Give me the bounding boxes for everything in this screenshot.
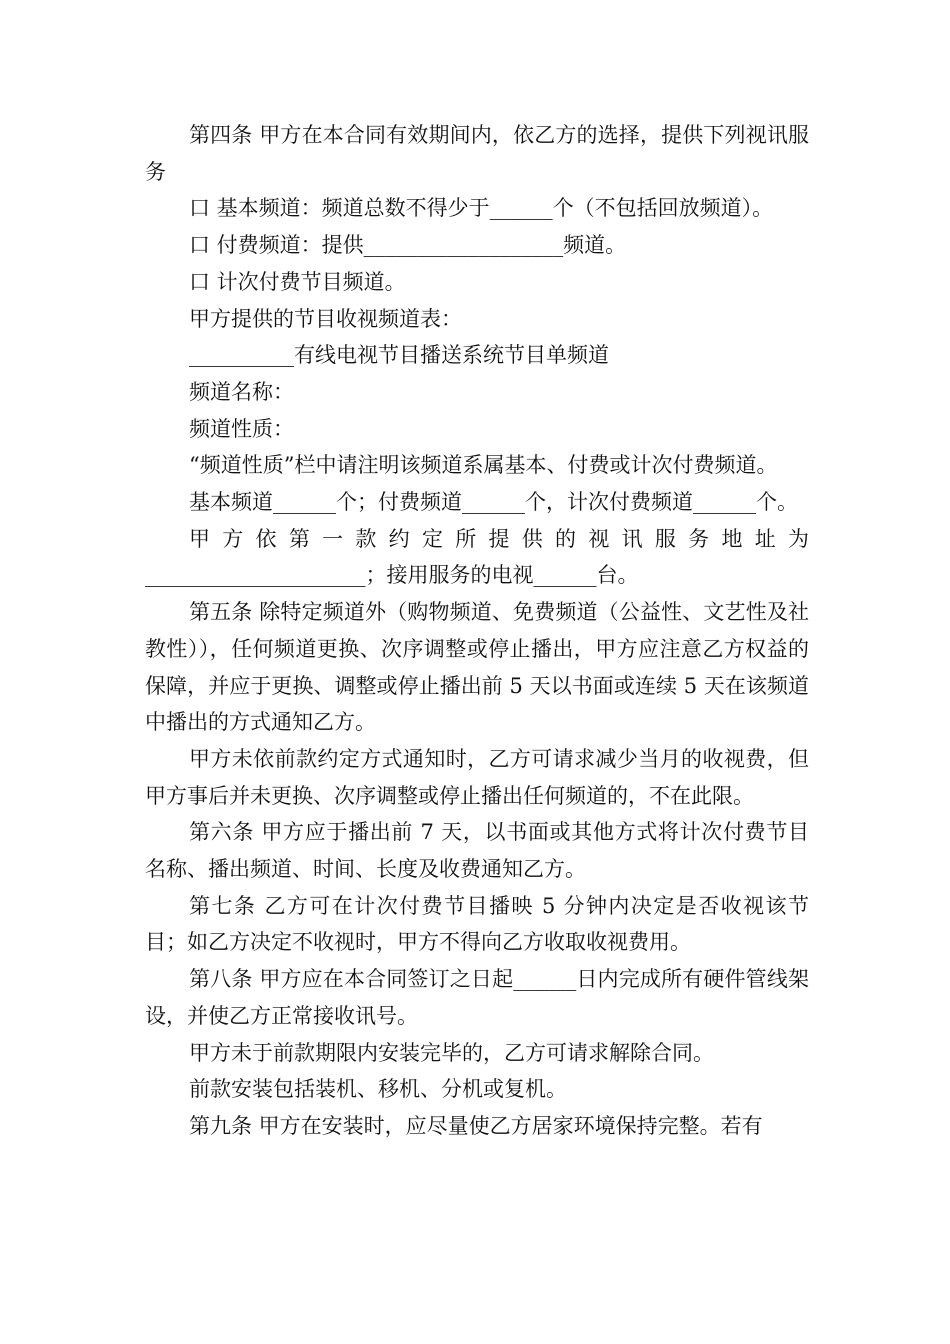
channel-name-line: 频道名称： [189,379,294,404]
pay-per-view-checkbox-line: 口 计次付费节目频道。 [189,269,406,294]
article-9-paragraph: 第九条 甲方在安装时，应尽量使乙方居家环境保持完整。若有 [189,1113,763,1138]
paid-channel-checkbox-line: 口 付费频道：提供___________________频道。 [189,233,627,258]
contract-body [145,117,809,1145]
article-6-paragraph: 第六条 甲方应于播出前 7 天，以书面或其他方式将计次付费节目名称、播出频道、时间、长度及收费通知乙方。 [145,820,809,882]
channel-nature-note: “频道性质”栏中请注明该频道系属基本、付费或计次付费频道。 [189,453,778,478]
article-7-paragraph: 第七条 乙方可在计次付费节目播映 5 分钟内决定是否收视该节目；如乙方决定不收视时，甲方不得向乙方收取收视费用。 [145,893,809,955]
article-4-paragraph: 第四条 甲方在本合同有效期间内，依乙方的选择，提供下列视讯服务 [145,123,809,184]
program-list-heading: __________有线电视节目播送系统节目单频道 [189,343,609,368]
channel-table-intro: 甲方提供的节目收视频道表： [189,306,462,331]
channel-count-line: 基本频道______个；付费频道______个，计次付费频道______个。 [189,490,798,515]
basic-channel-checkbox-line: 口 基本频道：频道总数不得少于______个（不包括回放频道）。 [189,196,774,221]
article-8-third-paragraph: 前款安装包括装机、移机、分机或复机。 [189,1077,567,1102]
channel-nature-line: 频道性质： [189,416,294,441]
article-5-second-paragraph: 甲方未依前款约定方式通知时，乙方可请求减少当月的收视费，但甲方事后并未更换、次序调整或停止播出任何频道的，不在此限。 [145,746,809,808]
service-address-line: 甲方依第一款约定所提供的视讯服务地址为_____________________；接用服务的电视______台。 [145,526,809,588]
article-5-paragraph: 第五条 除特定频道外（购物频道、免费频道（公益性、文艺性及社教性）），任何频道更换、次序调整或停止播出，甲方应注意乙方权益的保障，并应于更换、调整或停止播出前 5 天以书面或连续 5 天在该频道中播出的方式通知乙方。 [145,600,809,735]
article-8-second-paragraph: 甲方未于前款期限内安装完毕的，乙方可请求解除合同。 [189,1040,714,1065]
article-8-paragraph: 第八条 甲方应在本合同签订之日起______日内完成所有硬件管线架设，并使乙方正常接收讯号。 [145,967,809,1028]
